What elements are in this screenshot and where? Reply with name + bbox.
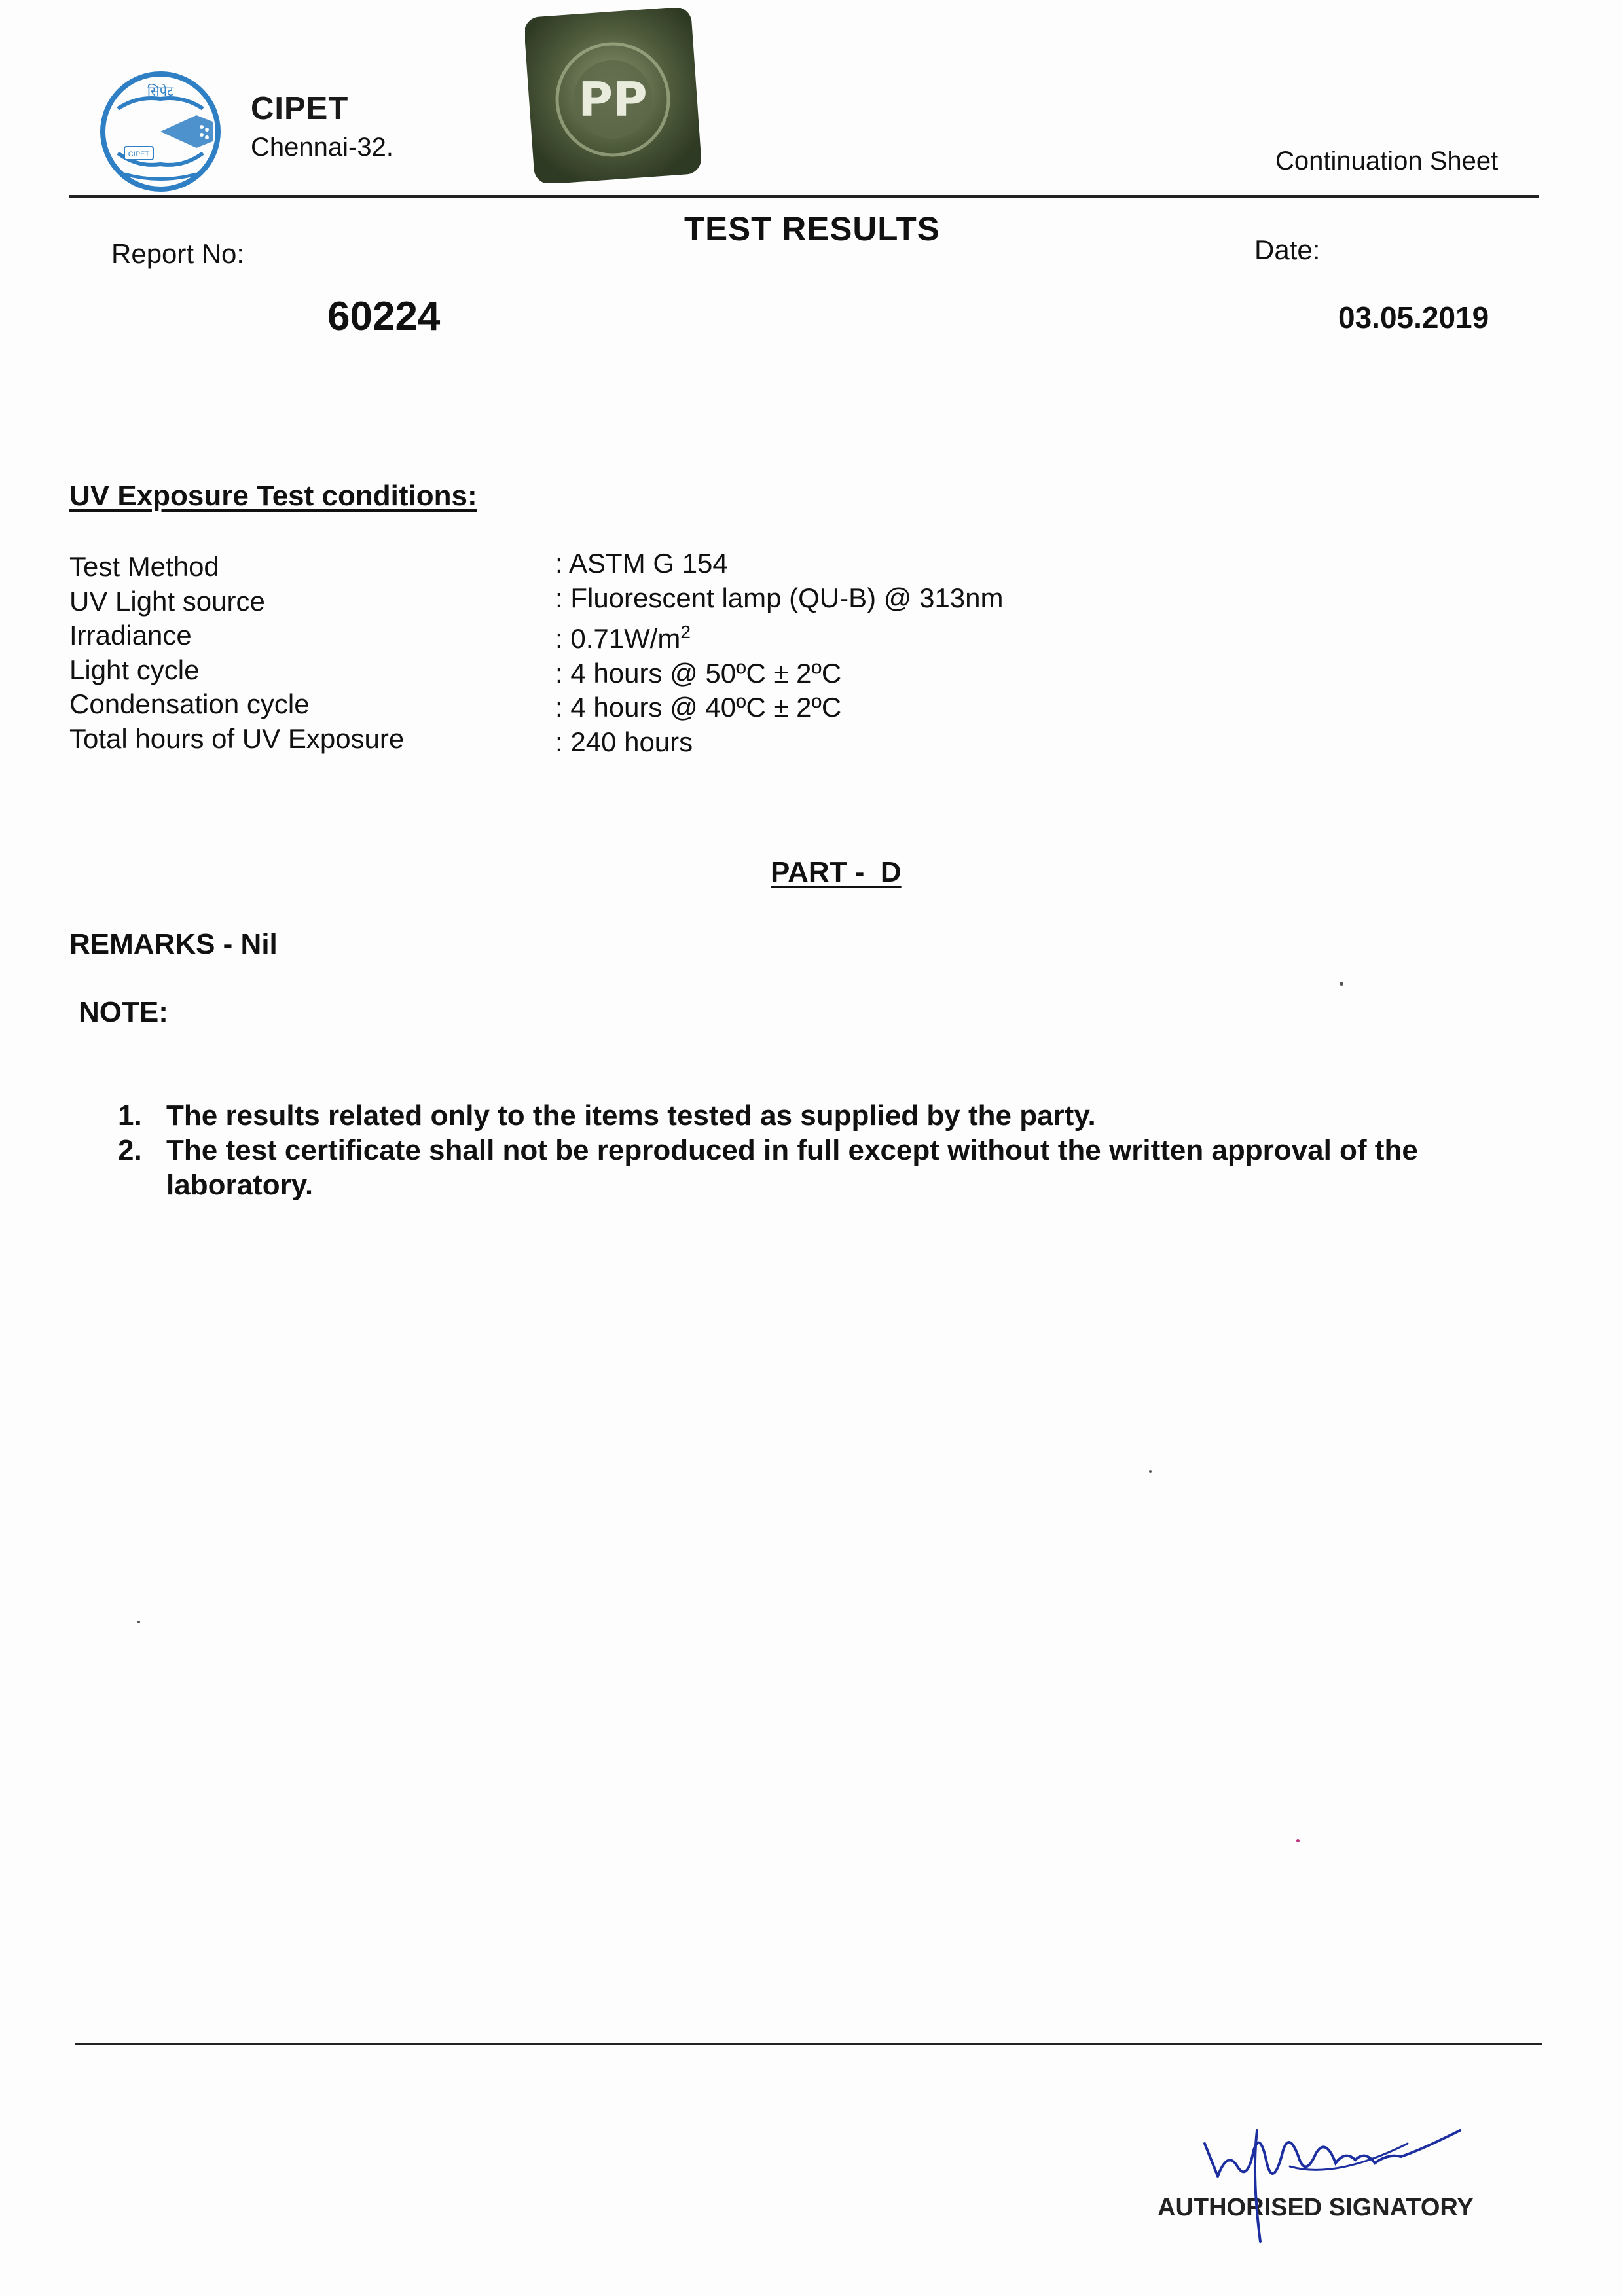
hologram-text: PP [578, 72, 647, 127]
handwritten-signature [1192, 2104, 1486, 2248]
condition-value: : 240 hours [555, 726, 693, 757]
report-no-value: 60224 [327, 294, 441, 339]
notes-list [118, 1098, 1427, 1202]
scan-speck [1149, 1470, 1152, 1473]
footer-divider [75, 2043, 1542, 2045]
conditions-values [555, 547, 1004, 759]
condition-value: : Fluorescent lamp (QU-B) @ 313nm [555, 582, 1004, 613]
irradiance-value: : 0.71W/m [555, 623, 681, 654]
logo-top-text: सिपेट [147, 83, 174, 99]
condition-label: Test Method [69, 551, 219, 582]
condition-label: Irradiance [69, 620, 192, 651]
scan-speck [137, 1621, 140, 1623]
org-location: Chennai-32. [251, 133, 393, 162]
condition-label: Light cycle [69, 654, 200, 685]
scan-speck [1296, 1839, 1300, 1842]
condition-label: UV Light source [69, 585, 265, 617]
irradiance-exponent: 2 [680, 622, 691, 642]
date-value: 03.05.2019 [1338, 300, 1489, 334]
condition-value-irradiance [555, 615, 1004, 656]
condition-value: : 4 hours @ 50ºC ± 2ºC [555, 657, 842, 689]
note-text: The results related only to the items tested as supplied by the party. [166, 1100, 1096, 1132]
note-item [118, 1133, 1427, 1202]
note-number: 2. [118, 1134, 142, 1166]
date-label: Date: [1254, 234, 1321, 265]
condition-value: : ASTM G 154 [555, 548, 728, 579]
condition-value: : 4 hours @ 40ºC ± 2ºC [555, 692, 842, 723]
note-number: 1. [118, 1100, 142, 1132]
note-label: NOTE: [79, 996, 168, 1028]
logo-bottom-text: CIPET [128, 151, 150, 158]
note-text: The test certificate shall not be reproduced in full except without the written approval of the laboratory. [166, 1134, 1418, 1201]
page-title: TEST RESULTS [684, 210, 940, 247]
hologram-seal [525, 8, 701, 183]
scan-speck [1340, 982, 1343, 986]
note-item [118, 1098, 1427, 1133]
continuation-sheet-label: Continuation Sheet [1275, 147, 1499, 175]
remarks: REMARKS - Nil [69, 928, 278, 960]
conditions-labels [69, 550, 404, 756]
report-no-label: Report No: [111, 238, 245, 269]
authorised-signatory-label: AUTHORISED SIGNATORY [1158, 2194, 1474, 2221]
part-heading: PART - D [771, 856, 902, 888]
conditions-heading: UV Exposure Test conditions: [69, 480, 477, 512]
condition-label: Condensation cycle [69, 689, 310, 719]
condition-label: Total hours of UV Exposure [69, 723, 405, 754]
header-divider [69, 195, 1539, 198]
org-name: CIPET [251, 91, 349, 126]
cipet-logo [98, 69, 229, 194]
